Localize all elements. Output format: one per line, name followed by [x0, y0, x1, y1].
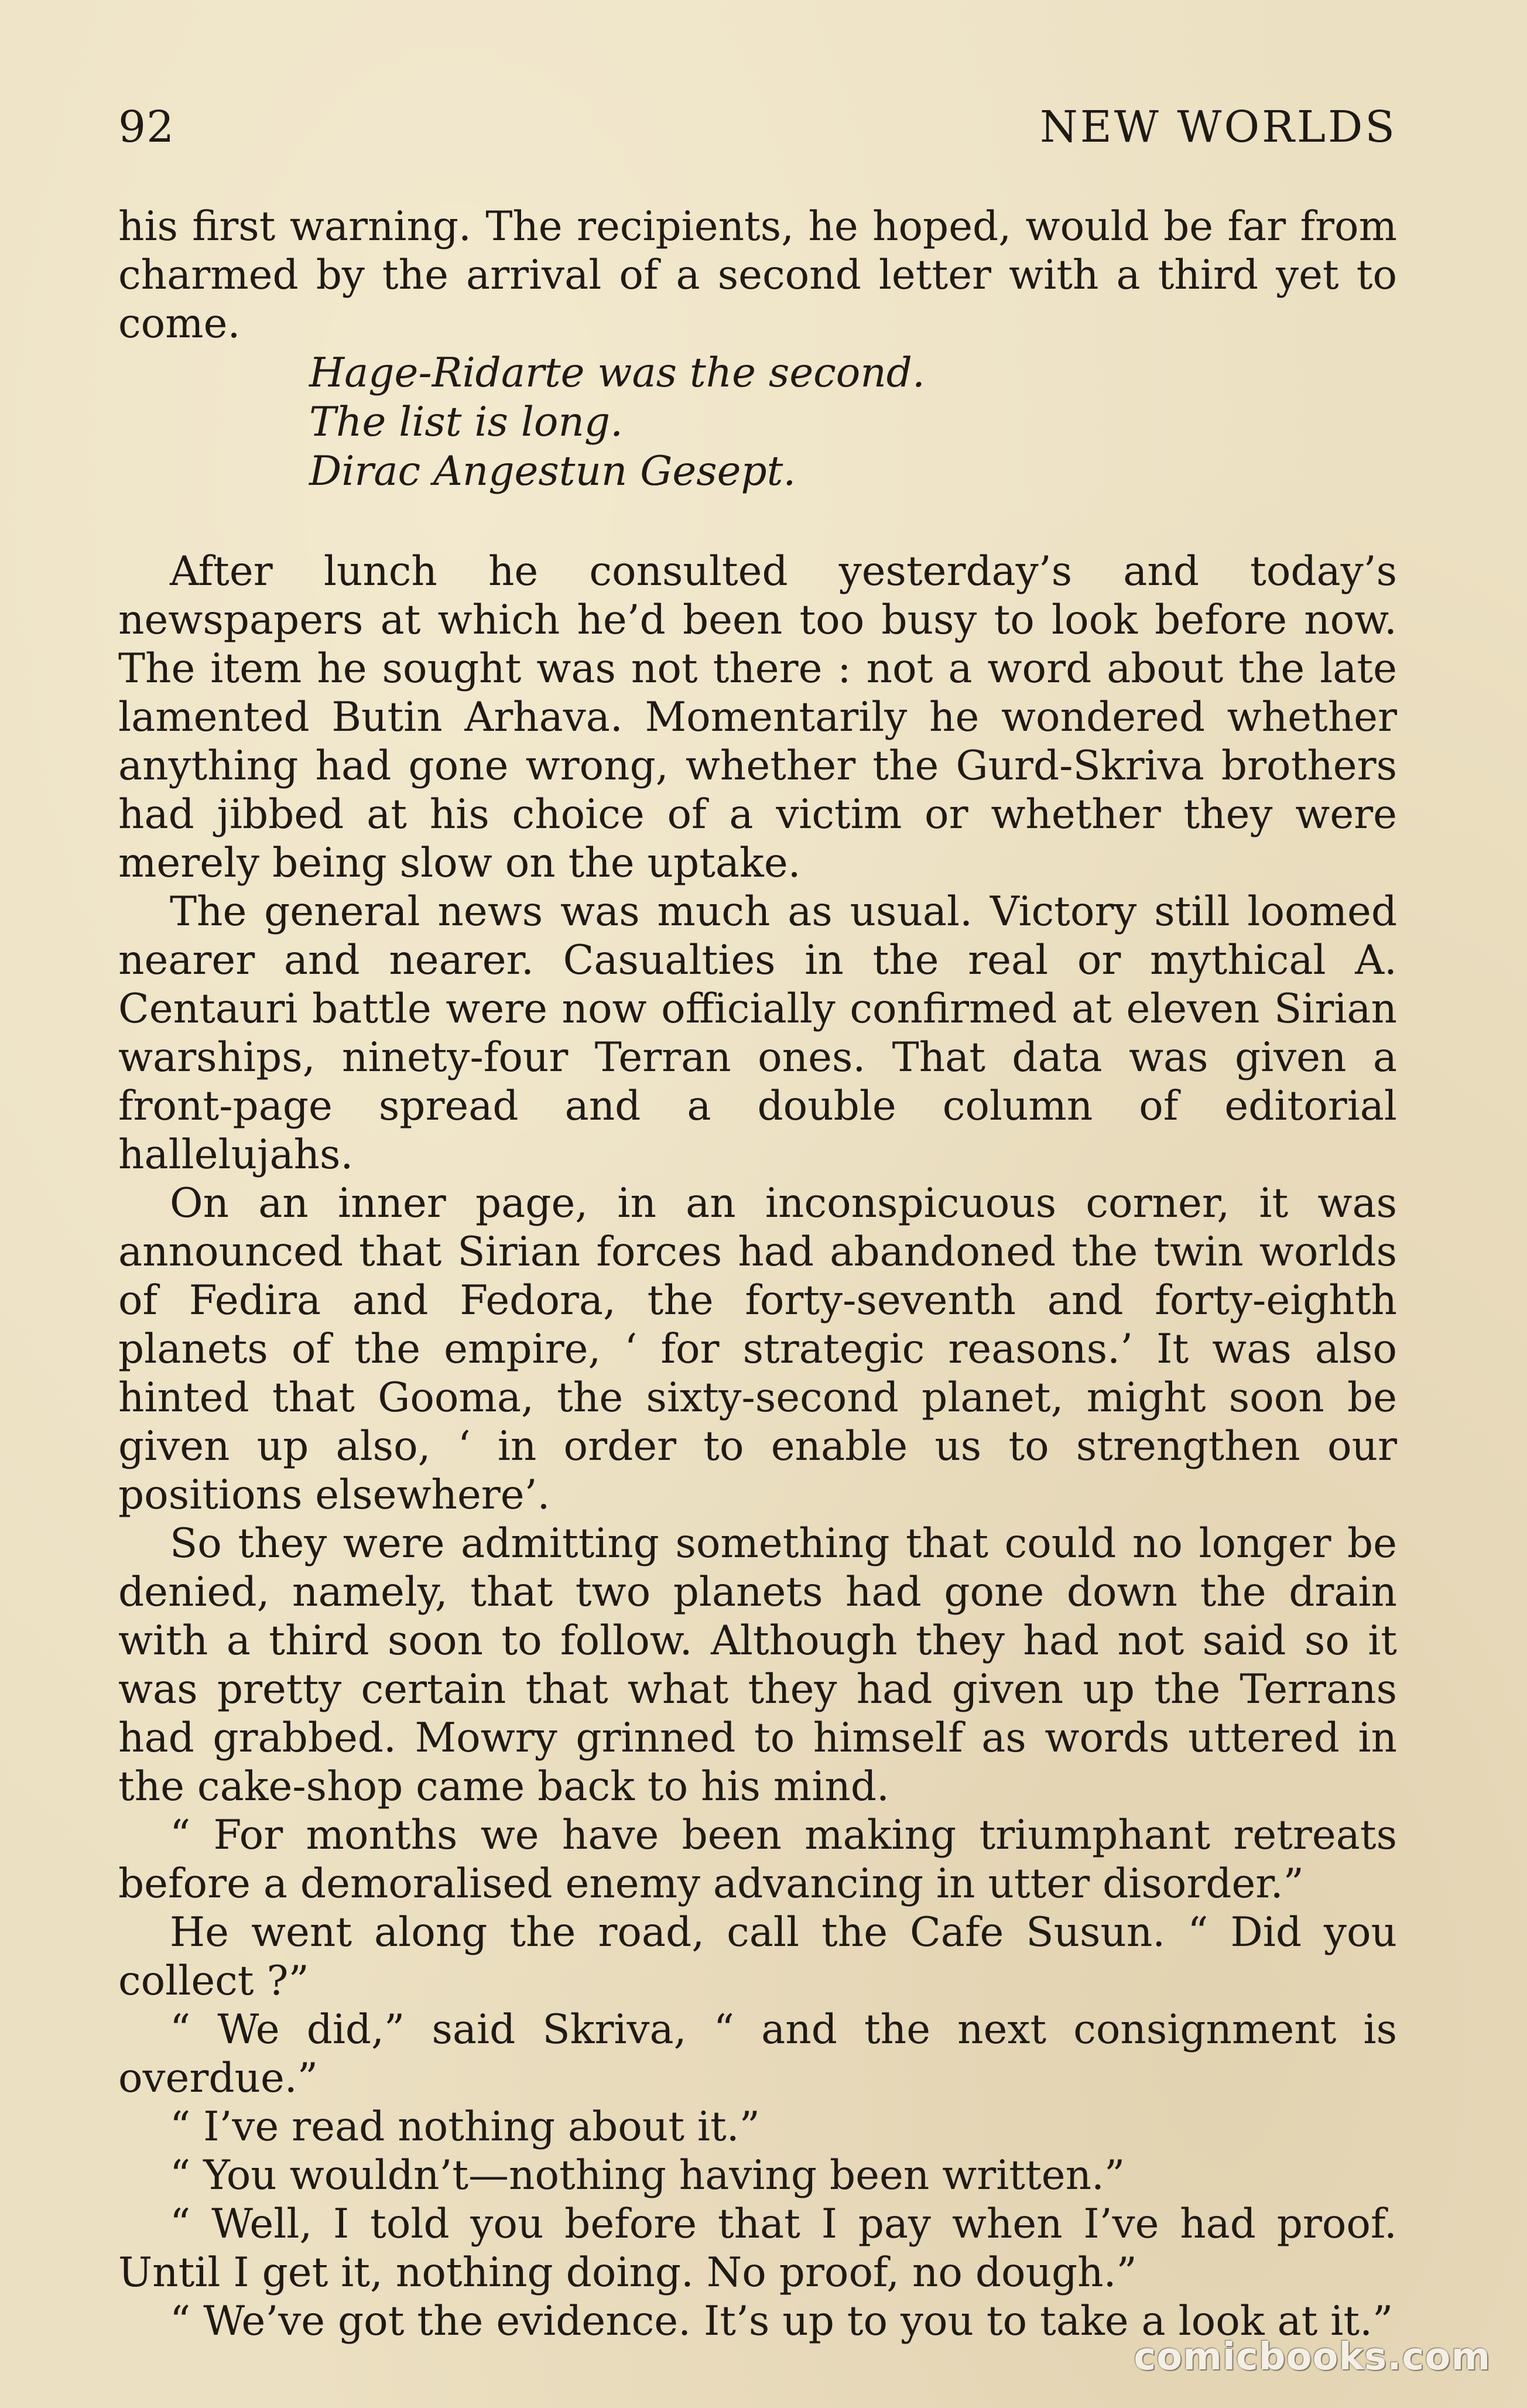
dialogue-paragraph: “ For months we have been making triumphant retreats before a demoralised enemy advancing in utter disorder.”: [118, 1812, 1397, 1907]
paragraph: So they were admitting something that could no longer be denied, namely, that two planets had gone down the drain with a third soon to follow. Although they had not said so it was pretty certain that what they had given up the Terrans had grabbed. Mowry grinned to himself as words uttered in the cake-shop came back to his mind.: [118, 1520, 1397, 1810]
opening-paragraph: his first warning. The recipients, he hoped, would be far from charmed by the arrival of a second letter with a third yet to come.: [118, 203, 1397, 347]
paragraph: He went along the road, call the Cafe Susun. “ Did you collect ?”: [118, 1909, 1397, 2005]
verse-line: Dirac Angestun Gesept.: [309, 448, 796, 495]
paragraph: After lunch he consulted yesterday’s and today’s newspapers at which he’d been too busy to look before now. The item he sought was not there : not a word about the late lamented Butin Arhava. Momentarily he wondered whether anything had gone wrong, whether the Gurd-Skriva brothers had jibbed at his choice of a victim or whether they were merely being slow on the uptake.: [118, 548, 1397, 887]
body-text: [118, 203, 1397, 2346]
dialogue-paragraph: “ We did,” said Skriva, “ and the next consignment is overdue.”: [118, 2006, 1397, 2102]
italic-verse: [309, 348, 1397, 496]
dialogue-paragraph: “ Well, I told you before that I pay when I’ve had proof. Until I get it, nothing doing. No proof, no dough.”: [118, 2201, 1397, 2296]
paragraph: The general news was much as usual. Victory still loomed nearer and nearer. Casualties in the real or mythical A. Centauri battle were now officially confirmed at eleven Sirian warships, ninety-four Terran ones. That data was given a front-page spread and a double column of editorial hallelujahs.: [118, 888, 1397, 1178]
verse-line: Hage-Ridarte was the second.: [309, 350, 925, 396]
paragraph: On an inner page, in an inconspicuous corner, it was announced that Sirian forces had abandoned the twin worlds of Fedira and Fedora, the forty-seventh and forty-eighth planets of the empire, ‘ for strategic reasons.’ It was also hinted that Gooma, the sixty-second planet, might soon be given up also, ‘ in order to enable us to strengthen our positions elsewhere’.: [118, 1180, 1397, 1518]
dialogue-paragraph: “ You wouldn’t—nothing having been written.”: [170, 2152, 1125, 2199]
verse-line: The list is long.: [309, 399, 623, 446]
watermark: comicbooks.com: [1134, 2335, 1491, 2379]
page-number: 92: [118, 102, 175, 152]
dialogue-paragraph: “ We’ve got the evidence. It’s up to you to take a look at it.”: [170, 2298, 1394, 2345]
running-head: NEW WORLDS: [1040, 102, 1397, 152]
dialogue-paragraph: “ I’ve read nothing about it.”: [170, 2103, 760, 2150]
section-break: [118, 496, 1397, 548]
